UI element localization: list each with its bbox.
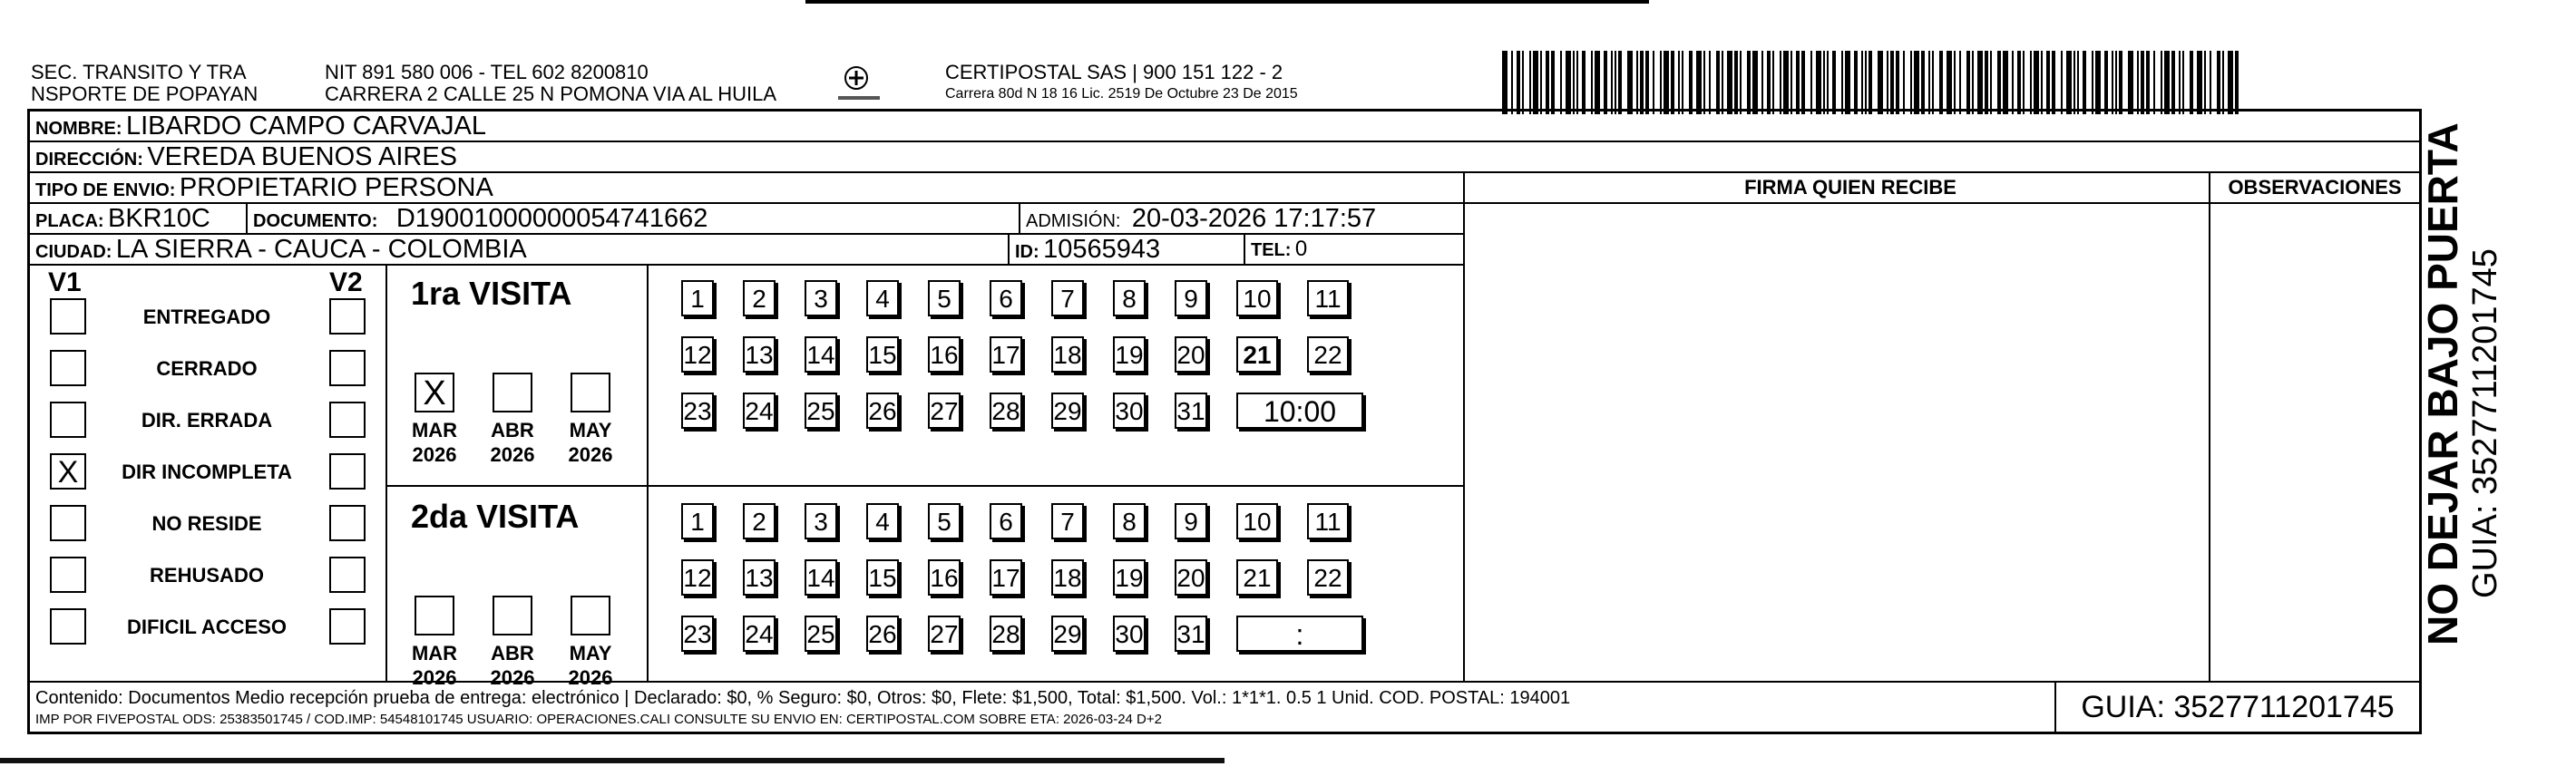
placa-label: PLACA: bbox=[35, 211, 104, 231]
barcode-bar bbox=[2222, 51, 2224, 114]
status-v1-checkbox bbox=[50, 298, 86, 335]
visit1-day-box: 15 bbox=[866, 336, 899, 373]
barcode-bar bbox=[1740, 51, 1742, 114]
status-v1-checkbox bbox=[50, 402, 86, 438]
barcode-bar bbox=[1540, 51, 1542, 114]
barcode-bar bbox=[2104, 51, 2108, 114]
status-label: CERRADO bbox=[156, 357, 258, 380]
barcode-bar bbox=[2146, 51, 2150, 114]
barcode-bar bbox=[1517, 51, 1520, 114]
visit2-day-box: 2 bbox=[743, 503, 776, 539]
barcode-bar bbox=[2095, 51, 2101, 114]
barcode-bar bbox=[2041, 51, 2043, 114]
row-tipo bbox=[30, 173, 2419, 204]
visit1-day-box: 7 bbox=[1051, 280, 1084, 316]
visit1-day-box: 25 bbox=[805, 393, 837, 429]
status-label: DIR. ERRADA bbox=[141, 409, 273, 432]
barcode-bar bbox=[1796, 51, 1800, 114]
visit1-day-box: 22 bbox=[1307, 336, 1349, 373]
delivery-form bbox=[27, 109, 2422, 734]
visit1-day-box: 14 bbox=[805, 336, 837, 373]
barcode-bar bbox=[2210, 51, 2211, 114]
barcode-bar bbox=[2119, 51, 2122, 114]
barcode-bar bbox=[1696, 51, 1702, 114]
row-ciudad bbox=[30, 235, 1465, 266]
side-warning: NO DEJAR BAJO PUERTA bbox=[2419, 122, 2466, 645]
barcode-bar bbox=[1869, 51, 1872, 114]
status-label: NO RESIDE bbox=[151, 512, 262, 535]
sender-name-line1: SEC. TRANSITO Y TRA bbox=[31, 61, 247, 83]
barcode-bar bbox=[1660, 51, 1662, 114]
status-v1-checkbox bbox=[50, 350, 86, 386]
barcode-bar bbox=[1522, 51, 1524, 114]
barcode-bar bbox=[2179, 51, 2181, 114]
barcode-bar bbox=[2077, 51, 2079, 114]
barcode-bar bbox=[2137, 51, 2139, 114]
barcode-bar bbox=[2083, 51, 2086, 114]
visit1-day-box: 30 bbox=[1113, 393, 1146, 429]
barcode-bar bbox=[1595, 51, 1600, 114]
barcode-bar bbox=[1546, 51, 1549, 114]
visit2-month-label: ABR bbox=[491, 642, 534, 664]
barcode-bar bbox=[1939, 51, 1943, 114]
visit1-day-box: 18 bbox=[1051, 336, 1084, 373]
visit2-day-box: 15 bbox=[866, 559, 899, 596]
visit2-day-box: 19 bbox=[1113, 559, 1146, 596]
visit1-month-checkbox bbox=[493, 373, 532, 412]
status-v1-checkbox bbox=[50, 557, 86, 593]
visit1-month-checkbox bbox=[571, 373, 610, 412]
barcode-bar bbox=[1645, 51, 1649, 114]
visit2-month-year: 2026 bbox=[568, 666, 613, 689]
row-direccion bbox=[30, 142, 2419, 173]
barcode-bar bbox=[2204, 51, 2206, 114]
barcode-bar bbox=[1618, 51, 1622, 114]
barcode-bar bbox=[1861, 51, 1863, 114]
visit1-day-box: 8 bbox=[1113, 280, 1146, 316]
footer-imp: IMP POR FIVEPOSTAL ODS: 25383501745 / COD.IMP: 54548101745 USUARIO: OPERACIONES.CALI CONSULTE SU ENVIO EN: CERTIPOSTAL.COM SOBRE ETA: 2026-03-24 D+2 bbox=[35, 712, 1162, 727]
visit1-day-box: 1 bbox=[681, 280, 714, 316]
barcode-bar bbox=[1566, 51, 1571, 114]
barcode-bar bbox=[1966, 51, 1970, 114]
barcode-bar bbox=[1810, 51, 1812, 114]
barcode-bar bbox=[1845, 51, 1850, 114]
status-v2-checkbox bbox=[329, 350, 366, 386]
barcode-bar bbox=[1890, 51, 1894, 114]
certipostal-logo bbox=[836, 62, 882, 107]
barcode-bar bbox=[1791, 51, 1792, 114]
visit1-day-box: 21 bbox=[1236, 336, 1278, 373]
barcode-bar bbox=[2017, 51, 2021, 114]
barcode-bar bbox=[2034, 51, 2039, 114]
visit2-day-box: 14 bbox=[805, 559, 837, 596]
ciudad-label: CIUDAD: bbox=[35, 242, 112, 262]
barcode-bar bbox=[1682, 51, 1683, 114]
visit1-day-box: 26 bbox=[866, 393, 899, 429]
placa-value: BKR10C bbox=[108, 204, 210, 233]
page-bottom-edge bbox=[0, 758, 1225, 763]
visit1-day-box: 24 bbox=[743, 393, 776, 429]
barcode-bar bbox=[1640, 51, 1644, 114]
visit1-month-year: 2026 bbox=[568, 443, 613, 466]
barcode-bar bbox=[1611, 51, 1613, 114]
visit1-day-box: 10 bbox=[1236, 280, 1278, 316]
barcode-bar bbox=[2141, 51, 2144, 114]
barcode-bar bbox=[1972, 51, 1974, 114]
status-v2-checkbox bbox=[329, 402, 366, 438]
visit2-day-box: 26 bbox=[866, 616, 899, 652]
visit2-day-box: 13 bbox=[743, 559, 776, 596]
barcode-bar bbox=[1910, 51, 1912, 114]
visit1-month-year: 2026 bbox=[412, 443, 457, 466]
barcode-bar bbox=[1529, 51, 1531, 114]
visit2-day-box: 11 bbox=[1307, 503, 1349, 539]
barcode-bar bbox=[1533, 51, 1538, 114]
barcode-bar bbox=[2217, 51, 2220, 114]
sender-name-line2: NSPORTE DE POPAYAN bbox=[31, 82, 259, 105]
visit1-day-box: 27 bbox=[928, 393, 961, 429]
status-v1-checkbox bbox=[50, 505, 86, 541]
id-label: ID: bbox=[1015, 242, 1039, 262]
barcode-bar bbox=[1903, 51, 1905, 114]
visit2-day-box: 5 bbox=[928, 503, 961, 539]
status-v2-checkbox bbox=[329, 298, 366, 335]
barcode bbox=[1502, 51, 2239, 114]
barcode-bar bbox=[1752, 51, 1758, 114]
visit2-day-box: 30 bbox=[1113, 616, 1146, 652]
barcode-bar bbox=[1653, 51, 1654, 114]
footer-contenido: Contenido: Documentos Medio recepción prueba de entrega: electrónico | Declarado: $0, % Seguro: $0, Otros: $0, Flete: $1,500, Total: $1,500. Vol.: 1*1*1. 0.5 1 Unid. COD. POSTAL: 194001 bbox=[35, 688, 1571, 708]
barcode-bar bbox=[1928, 51, 1930, 114]
visit1-day-box: 31 bbox=[1175, 393, 1207, 429]
barcode-bar bbox=[2046, 51, 2050, 114]
barcode-bar bbox=[1896, 51, 1899, 114]
barcode-bar bbox=[2092, 51, 2093, 114]
barcode-bar bbox=[1865, 51, 1867, 114]
barcode-bar bbox=[1502, 51, 1508, 114]
barcode-bar bbox=[1977, 51, 1983, 114]
firma-header: FIRMA QUIEN RECIBE bbox=[1744, 176, 1956, 199]
visit2-day-box: 23 bbox=[681, 616, 714, 652]
barcode-bar bbox=[2235, 51, 2239, 114]
visit1-day-box: 17 bbox=[990, 336, 1022, 373]
visit1-month-year: 2026 bbox=[490, 443, 535, 466]
side-guia: GUIA: 3527711201745 bbox=[2466, 248, 2504, 598]
id-value: 10565943 bbox=[1043, 235, 1161, 264]
carrier-name: CERTIPOSTAL SAS | 900 151 122 - 2 bbox=[945, 61, 1283, 83]
visit2-month-year: 2026 bbox=[490, 666, 535, 689]
visit1-day-box: 29 bbox=[1051, 393, 1084, 429]
visit1-day-box: 4 bbox=[866, 280, 899, 316]
sender-address: CARRERA 2 CALLE 25 N POMONA VIA AL HUILA bbox=[325, 82, 777, 105]
barcode-bar bbox=[1703, 51, 1705, 114]
barcode-bar bbox=[1767, 51, 1771, 114]
barcode-bar bbox=[1947, 51, 1952, 114]
footer-guia: GUIA: 3527711201745 bbox=[2081, 690, 2395, 724]
v1-label: V1 bbox=[48, 267, 82, 297]
visit1-day-box: 6 bbox=[990, 280, 1022, 316]
visit1-day-box: 20 bbox=[1175, 336, 1207, 373]
barcode-bar bbox=[2182, 51, 2184, 114]
visit2-day-box: 17 bbox=[990, 559, 1022, 596]
barcode-bar bbox=[2228, 51, 2233, 114]
visit2-day-box: 20 bbox=[1175, 559, 1207, 596]
visit1-month-label: MAR bbox=[411, 419, 458, 441]
visit1-month-checkbox: X bbox=[415, 373, 454, 412]
visit2-day-box: 1 bbox=[681, 503, 714, 539]
barcode-bar bbox=[2153, 51, 2155, 114]
barcode-bar bbox=[1841, 51, 1843, 114]
visit2-day-box: 24 bbox=[743, 616, 776, 652]
barcode-bar bbox=[1722, 51, 1723, 114]
barcode-bar bbox=[1716, 51, 1720, 114]
barcode-bar bbox=[2003, 51, 2008, 114]
visit2-day-box: 10 bbox=[1236, 503, 1278, 539]
barcode-bar bbox=[2073, 51, 2075, 114]
barcode-bar bbox=[1783, 51, 1789, 114]
visit1-title: 1ra VISITA bbox=[411, 275, 572, 312]
status-label: REHUSADO bbox=[150, 564, 264, 587]
visit2-month-year: 2026 bbox=[412, 666, 457, 689]
visit2-day-box: 3 bbox=[805, 503, 837, 539]
status-v2-checkbox bbox=[329, 453, 366, 490]
barcode-bar bbox=[2164, 51, 2170, 114]
barcode-bar bbox=[1780, 51, 1781, 114]
row-nombre bbox=[30, 112, 2419, 142]
visit2-day-box: 25 bbox=[805, 616, 837, 652]
barcode-bar bbox=[2052, 51, 2055, 114]
visit1-day-box: 16 bbox=[928, 336, 961, 373]
barcode-bar bbox=[2171, 51, 2175, 114]
barcode-bar bbox=[1551, 51, 1555, 114]
barcode-bar bbox=[1823, 51, 1825, 114]
visit2-day-box: 22 bbox=[1307, 559, 1349, 596]
visit1-time-box: 10:00 bbox=[1236, 393, 1363, 429]
barcode-bar bbox=[1959, 51, 1961, 114]
barcode-bar bbox=[2161, 51, 2162, 114]
barcode-bar bbox=[1709, 51, 1711, 114]
visit2-time-box: : bbox=[1236, 616, 1363, 652]
barcode-bar bbox=[2197, 51, 2202, 114]
barcode-bar bbox=[1932, 51, 1934, 114]
visit2-month-label: MAR bbox=[411, 642, 458, 664]
tipo-label: TIPO DE ENVIO: bbox=[35, 180, 176, 200]
visit1-month-label: ABR bbox=[491, 419, 534, 441]
direccion-value: VEREDA BUENOS AIRES bbox=[147, 142, 458, 171]
barcode-bar bbox=[1664, 51, 1669, 114]
visit2-day-box: 31 bbox=[1175, 616, 1207, 652]
barcode-bar bbox=[1734, 51, 1738, 114]
barcode-bar bbox=[1832, 51, 1836, 114]
carrier-license: Carrera 80d N 18 16 Lic. 2519 De Octubre 23 De 2015 bbox=[945, 86, 1298, 102]
barcode-bar bbox=[1689, 51, 1693, 114]
barcode-bar bbox=[2061, 51, 2063, 114]
barcode-bar bbox=[2012, 51, 2014, 114]
barcode-bar bbox=[1887, 51, 1888, 114]
barcode-bar bbox=[1921, 51, 1925, 114]
barcode-bar bbox=[1678, 51, 1680, 114]
visit2-day-box: 18 bbox=[1051, 559, 1084, 596]
direccion-label: DIRECCIÓN: bbox=[35, 150, 143, 170]
status-label: DIR INCOMPLETA bbox=[122, 461, 292, 483]
visit2-title: 2da VISITA bbox=[411, 498, 580, 535]
visit2-day-box: 28 bbox=[990, 616, 1022, 652]
visit2-day-box: 7 bbox=[1051, 503, 1084, 539]
visit1-day-box: 28 bbox=[990, 393, 1022, 429]
visit2-day-box: 9 bbox=[1175, 503, 1207, 539]
barcode-bar bbox=[1576, 51, 1578, 114]
visit1-day-box: 3 bbox=[805, 280, 837, 316]
barcode-bar bbox=[1878, 51, 1883, 114]
admision-value: 20-03-2026 17:17:57 bbox=[1131, 204, 1377, 233]
barcode-bar bbox=[1671, 51, 1674, 114]
visit2-month-label: MAY bbox=[569, 642, 612, 664]
barcode-bar bbox=[1573, 51, 1575, 114]
visit1-day-box: 9 bbox=[1175, 280, 1207, 316]
visit1-day-box: 2 bbox=[743, 280, 776, 316]
visit2-day-box: 27 bbox=[928, 616, 961, 652]
barcode-bar bbox=[1511, 51, 1513, 114]
barcode-bar bbox=[1627, 51, 1633, 114]
barcode-bar bbox=[1727, 51, 1732, 114]
barcode-bar bbox=[1772, 51, 1774, 114]
nombre-label: NOMBRE: bbox=[35, 119, 122, 139]
status-v2-checkbox bbox=[329, 557, 366, 593]
v2-label: V2 bbox=[329, 267, 363, 297]
barcode-bar bbox=[2066, 51, 2072, 114]
visit2-day-box: 8 bbox=[1113, 503, 1146, 539]
status-label: DIFICIL ACCESO bbox=[126, 616, 287, 638]
barcode-bar bbox=[1615, 51, 1616, 114]
barcode-bar bbox=[1801, 51, 1805, 114]
barcode-bar bbox=[1816, 51, 1821, 114]
tel-value: 0 bbox=[1294, 237, 1308, 261]
barcode-bar bbox=[1954, 51, 1956, 114]
nombre-value: LIBARDO CAMPO CARVAJAL bbox=[126, 112, 486, 141]
barcode-bar bbox=[2030, 51, 2032, 114]
barcode-bar bbox=[1591, 51, 1593, 114]
observaciones-header: OBSERVACIONES bbox=[2228, 176, 2402, 199]
status-v1-checkbox: X bbox=[50, 453, 86, 490]
visit1-day-box: 11 bbox=[1307, 280, 1349, 316]
visit1-day-box: 19 bbox=[1113, 336, 1146, 373]
tipo-value: PROPIETARIO PERSONA bbox=[179, 173, 493, 202]
visit1-month-label: MAY bbox=[569, 419, 612, 441]
barcode-bar bbox=[1985, 51, 1988, 114]
visit2-day-box: 6 bbox=[990, 503, 1022, 539]
visit2-day-box: 4 bbox=[866, 503, 899, 539]
visit2-day-box: 16 bbox=[928, 559, 961, 596]
barcode-bar bbox=[1761, 51, 1763, 114]
status-v1-checkbox bbox=[50, 608, 86, 645]
barcode-bar bbox=[1997, 51, 2001, 114]
barcode-bar bbox=[2128, 51, 2133, 114]
visit1-day-box: 23 bbox=[681, 393, 714, 429]
barcode-bar bbox=[1636, 51, 1638, 114]
barcode-bar bbox=[2023, 51, 2025, 114]
tel-label: TEL: bbox=[1251, 240, 1292, 260]
barcode-bar bbox=[1827, 51, 1829, 114]
barcode-bar bbox=[2115, 51, 2117, 114]
visit1-day-box: 5 bbox=[928, 280, 961, 316]
visit2-day-box: 29 bbox=[1051, 616, 1084, 652]
barcode-bar bbox=[1604, 51, 1607, 114]
barcode-bar bbox=[1854, 51, 1858, 114]
status-v2-checkbox bbox=[329, 608, 366, 645]
visit1-day-box: 12 bbox=[681, 336, 714, 373]
visit2-month-checkbox bbox=[415, 596, 454, 635]
visit2-day-box: 12 bbox=[681, 559, 714, 596]
documento-label: DOCUMENTO: bbox=[253, 211, 378, 231]
barcode-bar bbox=[1914, 51, 1919, 114]
barcode-bar bbox=[1747, 51, 1751, 114]
visit1-day-box: 13 bbox=[743, 336, 776, 373]
barcode-bar bbox=[1990, 51, 1992, 114]
ciudad-value: LA SIERRA - CAUCA - COLOMBIA bbox=[115, 235, 527, 264]
barcode-bar bbox=[2112, 51, 2113, 114]
status-label: ENTREGADO bbox=[142, 306, 271, 328]
sender-nit: NIT 891 580 006 - TEL 602 8200810 bbox=[325, 61, 649, 83]
status-v2-checkbox bbox=[329, 505, 366, 541]
admision-label: ADMISIÓN: bbox=[1026, 211, 1121, 231]
barcode-bar bbox=[1560, 51, 1562, 114]
page-top-edge bbox=[805, 0, 1649, 4]
visit2-day-box: 21 bbox=[1236, 559, 1278, 596]
barcode-bar bbox=[2190, 51, 2193, 114]
barcode-bar bbox=[1582, 51, 1586, 114]
visit2-month-checkbox bbox=[493, 596, 532, 635]
documento-value: D19001000000054741662 bbox=[395, 204, 708, 233]
visit2-month-checkbox bbox=[571, 596, 610, 635]
